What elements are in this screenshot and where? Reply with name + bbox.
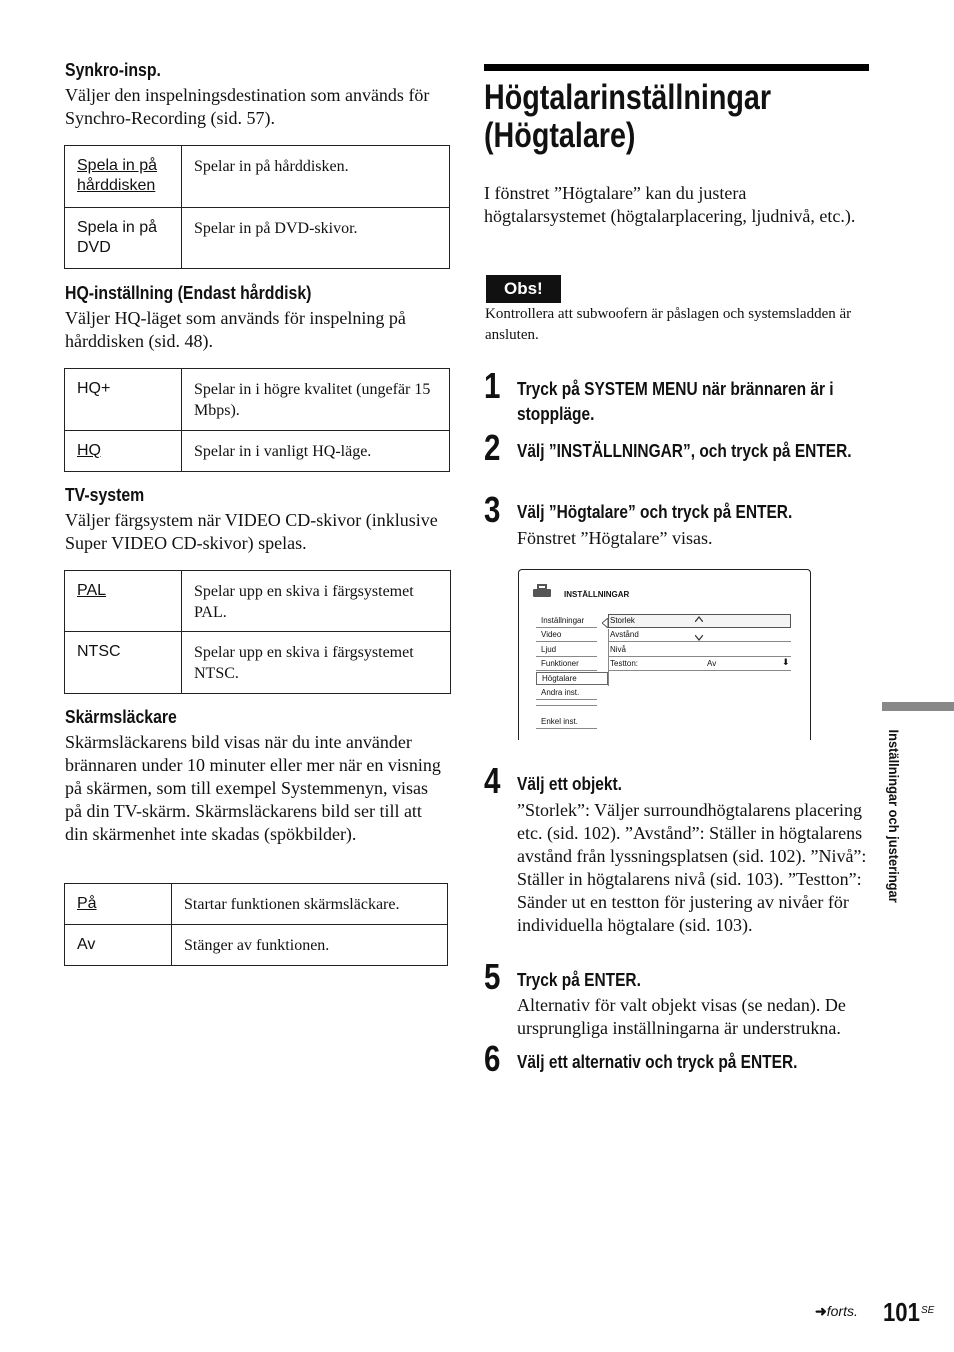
down-indicator-icon: ⬇ [782, 657, 790, 667]
screensaver-body: Skärmsläckarens bild visas när du inte använder brännaren under 10 minuter eller mer när en visning på skärmen, som till exempel Systemmenyn, visas på din TV-skärm. Skärmsläckarens bild ser till att din skärmenhet inte skadas (spökbilder). [65, 732, 441, 844]
step-4-text: Välj ett objekt. [517, 774, 622, 794]
intro-text: I fönstret ”Högtalare” kan du justera högtalarsystemet (högtalarplacering, ljudnivå, etc.). [484, 183, 856, 226]
obs-label: Obs! [486, 275, 561, 303]
menu-item-ljud[interactable]: Ljud [536, 644, 597, 657]
tv-val-2: Spelar upp en skiva i färgsystemet NTSC. [182, 632, 451, 694]
option-avstand[interactable]: Avstånd [608, 629, 791, 642]
title-rule [484, 64, 869, 71]
tv-key-2: NTSC [65, 632, 182, 694]
screen-header: INSTÄLLNINGAR [564, 590, 630, 599]
step-4-number: 4 [484, 760, 501, 801]
menu-item-video[interactable]: Video [536, 629, 597, 642]
option-testton[interactable]: Testton: [608, 658, 791, 671]
synkro-table [64, 145, 450, 269]
hq-key-1: HQ+ [65, 369, 182, 431]
screensaver-heading: Skärmsläckare [65, 707, 177, 727]
menu-item-installningar[interactable]: Inställningar [536, 615, 597, 628]
step-5-note: Alternativ för valt objekt visas (se nedan). De ursprungliga inställningarna är understrukna. [517, 995, 846, 1038]
page-number: 101 [883, 1297, 920, 1327]
toolbox-icon [531, 584, 553, 597]
step-1-text: Tryck på SYSTEM MENU när brännaren är i stoppläge. [517, 379, 834, 424]
step-3-number: 3 [484, 489, 501, 530]
testton-value: Av [707, 659, 717, 668]
step-1-number: 1 [484, 365, 501, 406]
step-3-text: Välj ”Högtalare” och tryck på ENTER. [517, 502, 793, 522]
menu-item-enkel[interactable]: Enkel inst. [536, 716, 597, 729]
tv-val-1: Spelar upp en skiva i färgsystemet PAL. [182, 571, 451, 632]
step-2-text: Välj ”INSTÄLLNINGAR”, och tryck på ENTER. [517, 441, 852, 461]
screensaver-key-2: Av [65, 925, 172, 966]
step-5-number: 5 [484, 956, 501, 997]
section-title-line2: (Högtalare) [484, 116, 636, 155]
menu-divider [536, 705, 597, 706]
step-6-number: 6 [484, 1038, 501, 1079]
option-storlek[interactable]: Storlek [610, 616, 635, 625]
step-6-text: Välj ett alternativ och tryck på ENTER. [517, 1052, 798, 1072]
tv-table [64, 570, 451, 694]
screensaver-table [64, 883, 448, 966]
hq-val-2: Spelar in i vanligt HQ-läge. [182, 431, 450, 472]
hq-heading: HQ-inställning (Endast hårddisk) [65, 283, 312, 303]
side-tab-label: Inställningar och justeringar [886, 729, 902, 903]
hq-table [64, 368, 450, 472]
hq-val-1: Spelar in i högre kvalitet (ungefär 15 Mbps). [182, 369, 450, 431]
tv-key-1: PAL [65, 571, 182, 632]
menu-item-andra[interactable]: Andra inst. [536, 687, 597, 700]
step-5-text: Tryck på ENTER. [517, 970, 641, 990]
hq-body: Väljer HQ-läget som används för inspelning på hårddisken (sid. 48). [65, 308, 406, 351]
synkro-body: Väljer den inspelningsdestination som används för Synchro-Recording (sid. 57). [65, 85, 430, 128]
step-4-note: ”Storlek”: Väljer surroundhögtalarens placering etc. (sid. 102). ”Avstånd”: Ställer in högtalarens avstånd från lyssningsplatsen (sid. 102). ”Nivå”: Ställer in högtalarens nivå (sid. 103). ”Testton”: Sänder ut en testton för justering av nivåer för individuella högtalare (sid. 103). [517, 800, 867, 935]
synkro-key-2: Spela in på DVD [65, 208, 182, 269]
hq-key-2: HQ [65, 431, 182, 472]
step-3-note: Fönstret ”Högtalare” visas. [517, 528, 713, 548]
screensaver-val-1: Startar funktionen skärmsläckare. [172, 884, 448, 925]
tv-heading: TV-system [65, 485, 145, 505]
option-divider [608, 629, 609, 686]
side-tab-marker [882, 702, 954, 711]
arrow-right-icon: ➜ [815, 1303, 827, 1319]
page-suffix: SE [921, 1305, 935, 1316]
synkro-key-1: Spela in på hårddisken [65, 146, 182, 208]
menu-item-funktioner[interactable]: Funktioner [536, 658, 597, 671]
screensaver-val-2: Stänger av funktionen. [172, 925, 448, 966]
screensaver-key-1: På [65, 884, 172, 925]
option-niva[interactable]: Nivå [608, 644, 791, 657]
section-title-line1: Högtalarinställningar [484, 78, 772, 117]
continued-note: ➜forts. [815, 1303, 858, 1319]
synkro-val-1: Spelar in på hårddisken. [182, 146, 450, 208]
tv-body: Väljer färgsystem när VIDEO CD-skivor (inklusive Super VIDEO CD-skivor) spelas. [65, 510, 438, 553]
step-2-number: 2 [484, 427, 501, 468]
menu-item-hogtalare[interactable]: Högtalare [536, 672, 608, 685]
synkro-heading: Synkro-insp. [65, 60, 161, 80]
synkro-val-2: Spelar in på DVD-skivor. [182, 208, 450, 269]
obs-text: Kontrollera att subwoofern är påslagen och systemsladden är ansluten. [485, 306, 852, 343]
